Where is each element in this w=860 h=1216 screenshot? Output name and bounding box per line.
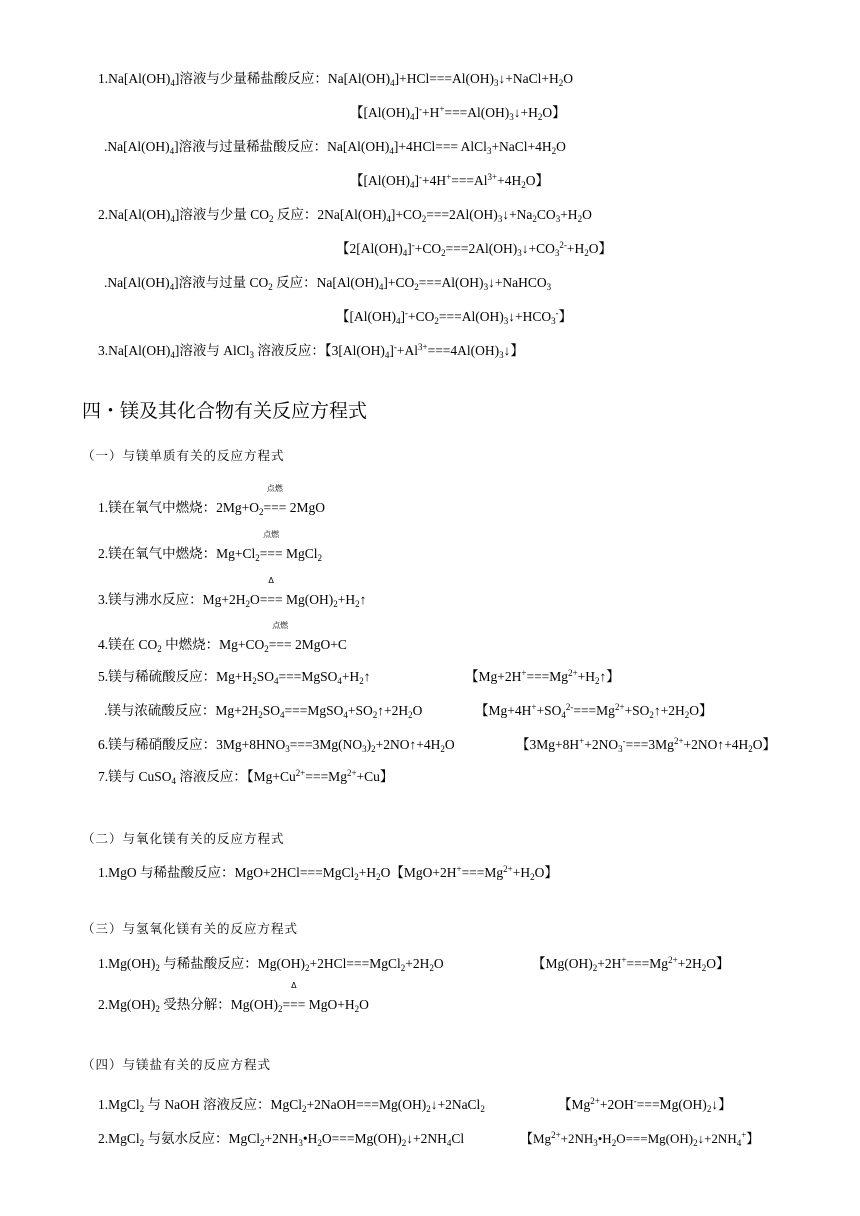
equation-line: $1.Mg(OH)_2$ 与稀盐酸反应：$Mg(OH)_2+2HCl===MgCl_2+2H_2O$	[98, 956, 444, 973]
reaction-condition: Δ ===	[259, 576, 283, 607]
equation-line: 2.MgCl$_2$ 与氨水反应：$MgCl_2+2NH_3•H_2O===Mg(OH)_2↓+2NH_4Cl$	[98, 1131, 465, 1148]
section-heading: 四・镁及其化合物有关反应方程式	[82, 400, 368, 422]
ionic-equation: 【$Mg+2H^+===Mg^{2+}+H_2↑$】	[465, 668, 620, 686]
ionic-equation: 【$[Al(OH)_4]^-+H^+===Al(OH)_3↓+H_2O$】	[350, 104, 566, 122]
equation-line: 7.镁与 CuSO$_4$ 溶液反应：【$Mg+Cu^{2+}===Mg^{2+}+Cu$】	[98, 768, 394, 786]
subsection-title: （二）与氧化镁有关的反应方程式	[82, 831, 285, 846]
ionic-equation: 【$[Al(OH)_4]^-+CO_2===Al(OH)_3↓+HCO_3^-$】	[336, 308, 573, 326]
equation-line: 1.MgO 与稀盐酸反应：$MgO+2HCl===MgCl_2+H_2O$【$MgO+2H^+===Mg^{2+}+H_2O$】	[98, 864, 558, 882]
equation-line: 6.镁与稀硝酸反应：$3Mg+8HNO_3===3Mg(NO_3)_2+2NO↑+4H_2O$	[98, 737, 455, 754]
equation-line: $.Na[Al(OH)_4]$溶液与过量 $CO_2$ 反应：$Na[Al(OH)_4]+CO_2===Al(OH)_3↓+NaHCO_3$	[104, 275, 552, 292]
equation-line: $2.Na[Al(OH)_4]$溶液与少量 $CO_2$ 反应：$2Na[Al(OH)_4]+CO_2===2Al(OH)_3↓+Na_2CO_3+H_2O$	[98, 207, 592, 224]
reaction-condition: 点燃 ===	[263, 484, 287, 515]
equation-line: 4.镁在 $CO_2$ 中燃烧：$Mg+CO_2$ 点燃 === 2MgO+C	[98, 621, 347, 654]
subsection-title: （一）与镁单质有关的反应方程式	[82, 448, 285, 463]
ionic-equation: 【$Mg^{2+}+2NH_3•H_2O===Mg(OH)_2↓+2NH_4^+$】	[520, 1130, 760, 1148]
equation-line: 5.镁与稀硫酸反应：$Mg+H_2SO_4===MgSO_4+H_2↑$	[98, 669, 371, 686]
equation-line: .镁与浓硫酸反应：$Mg+2H_2SO_4===MgSO_4+SO_2↑+2H_2O$	[104, 703, 423, 720]
equation-line: $.Na[Al(OH)_4]$溶液与过量稀盐酸反应：$Na[Al(OH)_4]+4HCl===$ $AlCl_3+NaCl+4H_2O$	[104, 139, 566, 156]
equation-line: 2.镁在氧气中燃烧：$Mg+Cl_2$ 点燃 === MgCl$_2$	[98, 530, 322, 563]
ionic-equation: 【$3Mg+8H^++2NO_3^-===3Mg^{2+}+2NO↑+4H_2O$】	[516, 736, 776, 754]
equation-line: 1.镁在氧气中燃烧：$2Mg+O_2$ 点燃 === 2MgO	[98, 484, 325, 517]
equation-line: $2.Mg(OH)_2$ 受热分解：$Mg(OH)_2$ Δ === $MgO+H_2O$	[98, 981, 369, 1014]
reaction-condition: 点燃 ===	[268, 621, 292, 652]
ionic-equation: 【$Mg^{2+}+2OH^-===Mg(OH)_2↓$】	[558, 1096, 732, 1114]
equation-line: $1.Na[Al(OH)_4]$溶液与少量稀盐酸反应：$Na[Al(OH)_4]+HCl===Al(OH)_3↓+NaCl+H_2O$	[98, 71, 574, 88]
subsection-title: （四）与镁盐有关的反应方程式	[82, 1057, 272, 1072]
reaction-condition: 点燃 ===	[259, 530, 283, 561]
ionic-equation: 【$[Al(OH)_4]^-+4H^+===Al^{3+}+4H_2O$】	[350, 172, 549, 190]
ionic-equation: 【$2[Al(OH)_4]^-+CO_2===2Al(OH)_3↓+CO_3^{2-}+H_2O$】	[336, 240, 612, 258]
reaction-condition: Δ ===	[282, 981, 306, 1012]
equation-line: 3.镁与沸水反应：$Mg+2H_2O$ Δ === $Mg(OH)_2+H_2↑$	[98, 576, 367, 609]
ionic-equation: 【$Mg+4H^++SO_4^{2-}===Mg^{2+}+SO_2↑+2H_2O$】	[475, 702, 713, 720]
subsection-title: （三）与氢氧化镁有关的反应方程式	[82, 921, 299, 936]
equation-line: 1.MgCl$_2$ 与 NaOH 溶液反应：$MgCl_2+2NaOH===Mg(OH)_2↓+2NaCl_2$	[98, 1097, 485, 1114]
ionic-equation: 【$Mg(OH)_2+2H^+===Mg^{2+}+2H_2O$】	[532, 955, 730, 973]
equation-line: $3.Na[Al(OH)_4]$溶液与 AlCl$_3$ 溶液反应：【$3[Al(OH)_4]^-+Al^{3+}===4Al(OH)_3↓$】	[98, 342, 524, 360]
